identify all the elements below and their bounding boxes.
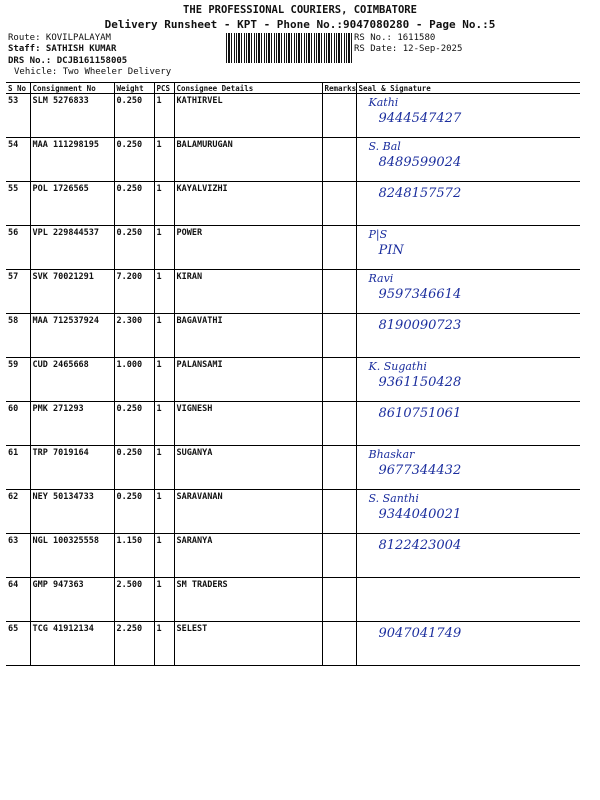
signature-name: P|S bbox=[368, 228, 388, 241]
cell-sno: 59 bbox=[6, 358, 30, 402]
handwritten-signature bbox=[359, 492, 579, 522]
cell-pcs: 1 bbox=[154, 138, 174, 182]
table-row bbox=[6, 490, 580, 534]
handwritten-signature bbox=[359, 186, 579, 201]
route-label: Route: KOVILPALAYAM bbox=[8, 33, 111, 43]
signature-phone: 9597346614 bbox=[378, 287, 462, 302]
cell-remarks bbox=[322, 534, 356, 578]
cell-sno: 55 bbox=[6, 182, 30, 226]
signature-phone: 8610751061 bbox=[378, 406, 462, 421]
cell-remarks bbox=[322, 446, 356, 490]
cell-remarks bbox=[322, 94, 356, 138]
cell-remarks bbox=[322, 138, 356, 182]
cell-signature bbox=[356, 534, 580, 578]
cell-weight: 0.250 bbox=[114, 182, 154, 226]
cell-pcs: 1 bbox=[154, 270, 174, 314]
cell-consignee: SM TRADERS bbox=[174, 578, 322, 622]
cell-sno: 65 bbox=[6, 622, 30, 666]
cell-remarks bbox=[322, 622, 356, 666]
cell-pcs: 1 bbox=[154, 226, 174, 270]
handwritten-signature bbox=[359, 538, 579, 553]
cell-weight: 1.150 bbox=[114, 534, 154, 578]
handwritten-signature bbox=[359, 272, 579, 302]
signature-name: Bhaskar bbox=[368, 448, 415, 461]
cell-remarks bbox=[322, 182, 356, 226]
col-consignment: Consignment No bbox=[30, 83, 114, 94]
cell-pcs: 1 bbox=[154, 534, 174, 578]
cell-sno: 56 bbox=[6, 226, 30, 270]
cell-remarks bbox=[322, 226, 356, 270]
table-row bbox=[6, 358, 580, 402]
cell-signature bbox=[356, 490, 580, 534]
cell-sno: 60 bbox=[6, 402, 30, 446]
cell-weight: 7.200 bbox=[114, 270, 154, 314]
cell-signature bbox=[356, 182, 580, 226]
signature-name: Kathi bbox=[368, 96, 399, 109]
col-remarks: Remarks bbox=[322, 83, 356, 94]
cell-consignee: SARANYA bbox=[174, 534, 322, 578]
cell-signature bbox=[356, 138, 580, 182]
company-title: THE PROFESSIONAL COURIERS, COIMBATORE bbox=[183, 4, 417, 16]
table-row bbox=[6, 622, 580, 666]
handwritten-signature bbox=[359, 318, 579, 333]
cell-sno: 58 bbox=[6, 314, 30, 358]
cell-weight: 2.250 bbox=[114, 622, 154, 666]
table-row bbox=[6, 94, 580, 138]
cell-remarks bbox=[322, 490, 356, 534]
cell-pcs: 1 bbox=[154, 578, 174, 622]
cell-sno: 63 bbox=[6, 534, 30, 578]
handwritten-signature bbox=[359, 360, 579, 390]
cell-signature bbox=[356, 446, 580, 490]
cell-consignment: MAA 712537924 bbox=[30, 314, 114, 358]
table-row bbox=[6, 270, 580, 314]
cell-weight: 0.250 bbox=[114, 446, 154, 490]
cell-weight: 0.250 bbox=[114, 226, 154, 270]
table-row bbox=[6, 182, 580, 226]
rs-date: RS Date: 12-Sep-2025 bbox=[354, 44, 463, 54]
cell-sno: 64 bbox=[6, 578, 30, 622]
signature-phone: 8248157572 bbox=[378, 186, 462, 201]
signature-phone: 8190090723 bbox=[378, 318, 462, 333]
signature-name: S. Bal bbox=[368, 140, 401, 153]
cell-consignment: VPL 229844537 bbox=[30, 226, 114, 270]
col-sno: S No bbox=[6, 83, 30, 94]
cell-sno: 53 bbox=[6, 94, 30, 138]
handwritten-signature bbox=[359, 140, 579, 170]
staff-label: Staff: SATHISH KUMAR bbox=[8, 44, 117, 54]
cell-consignment: POL 1726565 bbox=[30, 182, 114, 226]
handwritten-signature bbox=[359, 448, 579, 478]
cell-consignment: SVK 70021291 bbox=[30, 270, 114, 314]
signature-name: K. Sugathi bbox=[368, 360, 427, 373]
cell-sno: 54 bbox=[6, 138, 30, 182]
cell-consignment: GMP 947363 bbox=[30, 578, 114, 622]
table-row bbox=[6, 402, 580, 446]
signature-name: S. Santhi bbox=[368, 492, 419, 505]
cell-remarks bbox=[322, 358, 356, 402]
handwritten-signature bbox=[359, 626, 579, 641]
cell-signature bbox=[356, 270, 580, 314]
cell-weight: 1.000 bbox=[114, 358, 154, 402]
col-seal-signature: Seal & Signature bbox=[356, 83, 580, 94]
table-row bbox=[6, 446, 580, 490]
drs-label: DRS No.: DCJB161158005 bbox=[8, 56, 128, 66]
cell-pcs: 1 bbox=[154, 314, 174, 358]
cell-consignment: NEY 50134733 bbox=[30, 490, 114, 534]
cell-consignee: KAYALVIZHI bbox=[174, 182, 322, 226]
signature-phone: PIN bbox=[378, 243, 404, 258]
cell-pcs: 1 bbox=[154, 94, 174, 138]
cell-pcs: 1 bbox=[154, 490, 174, 534]
cell-signature bbox=[356, 226, 580, 270]
cell-sno: 57 bbox=[6, 270, 30, 314]
cell-signature bbox=[356, 402, 580, 446]
handwritten-signature bbox=[359, 96, 579, 126]
cell-consignee: BAGAVATHI bbox=[174, 314, 322, 358]
cell-consignee: SARAVANAN bbox=[174, 490, 322, 534]
cell-weight: 2.300 bbox=[114, 314, 154, 358]
cell-pcs: 1 bbox=[154, 358, 174, 402]
handwritten-signature bbox=[359, 228, 579, 258]
cell-consignee: PALANSAMI bbox=[174, 358, 322, 402]
table-row bbox=[6, 314, 580, 358]
col-pcs: PCS bbox=[154, 83, 174, 94]
cell-signature bbox=[356, 578, 580, 622]
signature-phone: 9344040021 bbox=[378, 507, 462, 522]
signature-phone: 9361150428 bbox=[378, 375, 462, 390]
cell-sno: 62 bbox=[6, 490, 30, 534]
cell-signature bbox=[356, 622, 580, 666]
cell-remarks bbox=[322, 314, 356, 358]
cell-signature bbox=[356, 94, 580, 138]
runsheet-subtitle: Delivery Runsheet - KPT - Phone No.:9047080280 - Page No.:5 bbox=[104, 18, 496, 31]
cell-weight: 0.250 bbox=[114, 94, 154, 138]
runsheet-table bbox=[6, 82, 580, 666]
cell-consignment: CUD 2465668 bbox=[30, 358, 114, 402]
cell-remarks bbox=[322, 270, 356, 314]
cell-signature bbox=[356, 314, 580, 358]
col-consignee: Consignee Details bbox=[174, 83, 322, 94]
cell-consignee: KIRAN bbox=[174, 270, 322, 314]
table-row bbox=[6, 138, 580, 182]
cell-weight: 0.250 bbox=[114, 490, 154, 534]
cell-consignee: VIGNESH bbox=[174, 402, 322, 446]
table-row bbox=[6, 226, 580, 270]
signature-phone: 9677344432 bbox=[378, 463, 462, 478]
cell-pcs: 1 bbox=[154, 182, 174, 226]
cell-pcs: 1 bbox=[154, 402, 174, 446]
handwritten-signature bbox=[359, 406, 579, 421]
signature-phone: 8489599024 bbox=[378, 155, 462, 170]
vehicle-label: Vehicle: Two Wheeler Delivery bbox=[14, 67, 172, 77]
barcode-image bbox=[226, 33, 352, 63]
cell-consignment: TRP 7019164 bbox=[30, 446, 114, 490]
table-header-row bbox=[6, 83, 580, 94]
cell-consignee: SUGANYA bbox=[174, 446, 322, 490]
signature-phone: 9047041749 bbox=[378, 626, 462, 641]
cell-consignment: NGL 100325558 bbox=[30, 534, 114, 578]
signature-name: Ravi bbox=[368, 272, 394, 285]
cell-consignment: SLM 5276833 bbox=[30, 94, 114, 138]
signature-phone: 8122423004 bbox=[378, 538, 462, 553]
col-weight: Weight bbox=[114, 83, 154, 94]
cell-signature bbox=[356, 358, 580, 402]
cell-weight: 0.250 bbox=[114, 138, 154, 182]
cell-weight: 2.500 bbox=[114, 578, 154, 622]
cell-consignment: PMK 271293 bbox=[30, 402, 114, 446]
cell-pcs: 1 bbox=[154, 446, 174, 490]
rs-number: RS No.: 1611580 bbox=[354, 33, 436, 43]
cell-consignee: KATHIRVEL bbox=[174, 94, 322, 138]
cell-consignment: TCG 41912134 bbox=[30, 622, 114, 666]
cell-remarks bbox=[322, 402, 356, 446]
table-row bbox=[6, 534, 580, 578]
cell-consignment: MAA 111298195 bbox=[30, 138, 114, 182]
cell-consignee: BALAMURUGAN bbox=[174, 138, 322, 182]
cell-consignee: SELEST bbox=[174, 622, 322, 666]
signature-phone: 9444547427 bbox=[378, 111, 462, 126]
cell-remarks bbox=[322, 578, 356, 622]
cell-weight: 0.250 bbox=[114, 402, 154, 446]
cell-consignee: POWER bbox=[174, 226, 322, 270]
cell-sno: 61 bbox=[6, 446, 30, 490]
table-row bbox=[6, 578, 580, 622]
cell-pcs: 1 bbox=[154, 622, 174, 666]
